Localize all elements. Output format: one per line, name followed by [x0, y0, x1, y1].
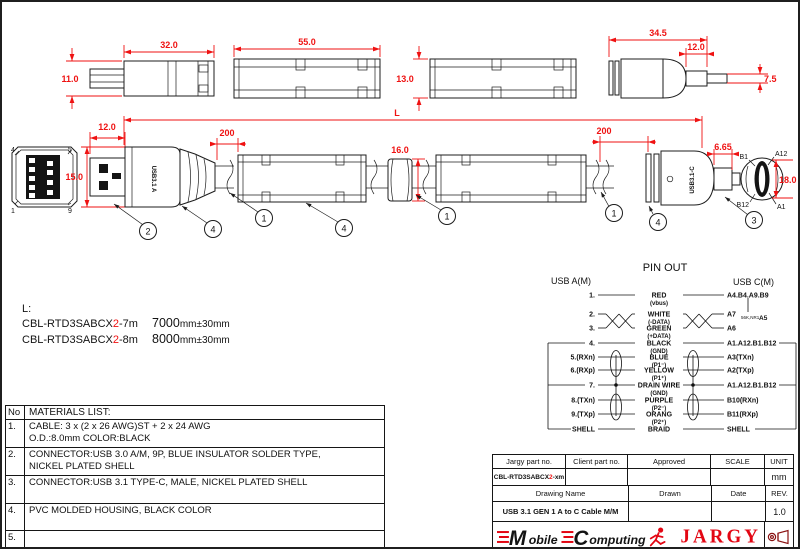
- projection-symbol-cell: [765, 522, 793, 549]
- cc-note: 56K,NR1: [741, 315, 760, 320]
- drawn-value: [629, 502, 712, 521]
- logo-c: C: [573, 526, 589, 549]
- partno-pre: CBL-RTD3SABCX: [22, 334, 113, 346]
- materials-row-1: 1. CABLE: 3 x (2 x 26 AWG)ST + 2 x 24 AWG O.D.:8.0mm COLOR:BLACK: [6, 420, 384, 448]
- third-angle-projection-icon: [767, 529, 791, 545]
- dim-L-label: L: [394, 108, 400, 118]
- material-line: CONNECTOR:USB 3.1 TYPE-C, MALE, NICKEL PLATED SHELL: [29, 477, 308, 488]
- dim-usba-plug-len: 12.0: [98, 122, 116, 132]
- jargy-partno-value: CBL-RTD3SABCX 2 -xm: [493, 469, 566, 485]
- dim-usbc-tip: 6.65: [714, 142, 732, 152]
- svg-text:SHELL: SHELL: [727, 426, 750, 434]
- pinout-row-gnd: [589, 341, 776, 356]
- dim-seg1: 200: [219, 128, 235, 138]
- balloon-1b: 1: [444, 211, 450, 222]
- assembly-usba-connector: [65, 122, 246, 207]
- svg-text:6.(RXp): 6.(RXp): [570, 367, 595, 375]
- length-note-title: L:: [22, 303, 32, 315]
- svg-text:A1.A12.B1.B12: A1.A12.B1.B12: [727, 382, 777, 390]
- speed-lines-icon: [561, 532, 573, 542]
- svg-text:1.: 1.: [589, 292, 595, 300]
- pinout-row-rx-pair: [571, 351, 754, 383]
- balloon-1a: 1: [261, 213, 267, 224]
- logo-omputing: omputing: [589, 532, 646, 547]
- usba-pin-4: 4: [11, 147, 15, 154]
- materials-row-2: 2. CONNECTOR:USB 3.0 A/M, 9P, BLUE INSULATOR SOLDER TYPE, NICKEL PLATED SHELL: [6, 448, 384, 476]
- usbc-pin-a12: A12: [775, 151, 788, 158]
- pinout-left-header: USB A(M): [551, 276, 592, 286]
- partno-pre: CBL-RTD3SABCX: [22, 318, 113, 330]
- svg-text:B11(RXp): B11(RXp): [727, 411, 759, 419]
- mobile-computing-logo: [496, 524, 673, 549]
- svg-text:2.: 2.: [589, 311, 595, 319]
- partno-red: 2: [112, 318, 120, 330]
- unit-label: UNIT: [770, 457, 788, 466]
- usbc-pin-b12: B12: [736, 202, 749, 209]
- usbc-mold-marking: USB3.1-C: [690, 166, 696, 194]
- assembly-usbc-connector: [646, 142, 740, 205]
- svg-text:8.(TXn): 8.(TXn): [571, 397, 595, 405]
- view-ferrite-top-1: [234, 37, 380, 98]
- balloon-4c: 4: [655, 217, 661, 228]
- svg-text:5.(RXn): 5.(RXn): [570, 354, 595, 362]
- svg-text:GREEN: GREEN: [646, 325, 672, 333]
- approved-label: Approved: [628, 455, 711, 468]
- approved-value: [628, 469, 711, 485]
- view-usbc-face: [737, 151, 797, 211]
- cc-pin: A5: [759, 315, 768, 322]
- materials-title: MATERIALS LIST:: [29, 407, 111, 418]
- usba-pin-5: 5: [68, 147, 72, 154]
- balloon-callouts: [114, 192, 763, 240]
- svg-text:(P1⁺): (P1⁺): [651, 376, 667, 382]
- svg-text:(vbus): (vbus): [650, 301, 668, 307]
- dim-usba-length: 32.0: [160, 40, 178, 50]
- svg-text:BRAID: BRAID: [647, 426, 671, 434]
- svg-text:(P2⁺): (P2⁺): [651, 420, 667, 426]
- logo-cell: [493, 522, 765, 549]
- date-value: [712, 502, 766, 521]
- usba-mold-marking: USB3.1 A: [150, 165, 156, 193]
- partno-suf: -8m: [119, 334, 138, 346]
- length-value: 7000: [152, 316, 180, 330]
- svg-text:WHITE: WHITE: [647, 311, 671, 319]
- assembly-mid-bushing: [366, 145, 436, 201]
- speed-lines-icon: [497, 532, 509, 542]
- svg-text:RED: RED: [651, 292, 667, 300]
- balloon-4b: 4: [341, 223, 347, 234]
- svg-text:(GND): (GND): [650, 349, 668, 355]
- svg-text:(P2⁻): (P2⁻): [651, 406, 667, 412]
- length-row-7m: [22, 316, 230, 332]
- svg-text:(P1⁻): (P1⁻): [651, 363, 667, 369]
- dim-usbc-cable-h: 7.5: [764, 74, 777, 84]
- material-line: PVC MOLDED HOUSING, BLACK COLOR: [29, 505, 212, 516]
- scale-value: [711, 469, 765, 485]
- length-tolerance: mm±30mm: [179, 319, 230, 330]
- materials-no-header: No: [6, 406, 25, 419]
- svg-text:YELLOW: YELLOW: [644, 367, 674, 375]
- svg-text:7.: 7.: [589, 382, 595, 390]
- pinout-row-tx-pair: [571, 394, 758, 426]
- svg-text:(GND): (GND): [650, 391, 668, 397]
- logo-m: M: [508, 526, 527, 549]
- svg-text:A4.B4.A9.B9: A4.B4.A9.B9: [727, 292, 769, 300]
- usba-pin-1: 1: [11, 208, 15, 215]
- pinout-right-header: USB C(M): [733, 277, 774, 287]
- svg-text:9.(TXp): 9.(TXp): [571, 411, 595, 419]
- pinout-row-shell: [572, 427, 751, 434]
- drawing-name-value: USB 3.1 GEN 1 A to C Cable M/M: [493, 502, 629, 521]
- balloon-3: 3: [751, 215, 757, 226]
- pinout-title: PIN OUT: [642, 262, 688, 274]
- svg-text:PURPLE: PURPLE: [644, 397, 674, 405]
- dim-usba-height: 11.0: [61, 74, 79, 84]
- svg-text:4.: 4.: [589, 340, 595, 348]
- pinout-row-drain: [589, 383, 776, 398]
- scale-label: SCALE: [711, 455, 765, 468]
- svg-text:A1.A12.B1.B12: A1.A12.B1.B12: [727, 340, 777, 348]
- length-row-8m: [22, 332, 230, 348]
- pinout-diagram: [545, 257, 800, 457]
- svg-text:3.: 3.: [589, 325, 595, 333]
- dim-usbc-face: 18.0: [779, 175, 797, 185]
- svg-text:A6: A6: [727, 325, 736, 333]
- svg-text:A7: A7: [727, 311, 736, 319]
- svg-text:SHELL: SHELL: [572, 426, 595, 434]
- logo-obile: obile: [528, 532, 558, 547]
- drawn-label: Drawn: [629, 486, 712, 501]
- svg-text:BLUE: BLUE: [649, 354, 669, 362]
- dim-mid-bushing: 16.0: [391, 145, 409, 155]
- client-partno-value: [566, 469, 628, 485]
- dim-seg2: 200: [596, 126, 612, 136]
- svg-text:ORANG: ORANG: [645, 411, 673, 419]
- view-ferrite-top-2: [396, 46, 576, 111]
- dim-usbc-plug: 12.0: [687, 42, 705, 52]
- jargy-partno-label: Jargy part no.: [493, 455, 566, 468]
- svg-text:B10(RXn): B10(RXn): [727, 397, 759, 405]
- balloon-4a: 4: [210, 224, 216, 235]
- materials-table: [5, 405, 385, 549]
- view-usbc-top: [609, 28, 777, 98]
- cable-drawing-canvas: [2, 2, 800, 254]
- material-line: CABLE: 3 x (2 x 26 AWG)ST + 2 x 24 AWG: [29, 421, 211, 432]
- material-line: CONNECTOR:USB 3.0 A/M, 9P, BLUE INSULATOR SOLDER TYPE,: [29, 449, 321, 460]
- rev-label: REV.: [771, 489, 788, 498]
- jargy-brand: JARGY: [680, 524, 761, 547]
- usba-pin-9: 9: [68, 208, 72, 215]
- dim-ferrite-length: 55.0: [298, 37, 316, 47]
- materials-row-3: 3. CONNECTOR:USB 3.1 TYPE-C, MALE, NICKEL PLATED SHELL: [6, 476, 384, 504]
- dim-usba-face-h: 15.0: [65, 172, 83, 182]
- pinout-row-data-pair: [589, 312, 736, 341]
- usbc-pin-b1: B1: [739, 154, 748, 161]
- material-line: O.D.:8.0mm COLOR:BLACK: [29, 433, 151, 444]
- partno-suf: -7m: [119, 318, 138, 330]
- material-line: NICKEL PLATED SHELL: [29, 461, 135, 472]
- runner-icon: [651, 527, 665, 545]
- dim-usbc-length: 34.5: [649, 28, 667, 38]
- drawing-name-label: Drawing Name: [493, 486, 629, 501]
- date-label: Date: [712, 486, 766, 501]
- svg-text:(+DATA): (+DATA): [647, 334, 671, 340]
- view-usba-top: [61, 40, 214, 109]
- length-tolerance: mm±30mm: [179, 335, 230, 346]
- partno-red: 2: [112, 334, 120, 346]
- svg-text:A2(TXp): A2(TXp): [727, 367, 754, 375]
- unit-value: mm: [771, 472, 787, 482]
- pinout-row-vbus: [589, 293, 769, 308]
- title-block: [492, 454, 794, 549]
- materials-row-5: 5.: [6, 531, 384, 549]
- materials-header-row: [6, 406, 384, 420]
- svg-text:BLACK: BLACK: [646, 340, 672, 348]
- balloon-1c: 1: [611, 208, 617, 219]
- assembly-ferrite-1: [238, 155, 366, 202]
- cc-resistor-note: [741, 298, 768, 322]
- rev-value: 1.0: [773, 506, 786, 517]
- balloon-2: 2: [145, 226, 151, 237]
- dim-ferrite-height: 13.0: [396, 74, 414, 84]
- svg-text:A3(TXn): A3(TXn): [727, 354, 754, 362]
- usbc-pin-a1: A1: [777, 204, 786, 211]
- svg-text:DRAIN WIRE: DRAIN WIRE: [637, 382, 681, 390]
- svg-text:(-DATA): (-DATA): [648, 320, 670, 326]
- length-note: [22, 302, 230, 348]
- client-partno-label: Client part no.: [566, 455, 628, 468]
- materials-row-4: 4. PVC MOLDED HOUSING, BLACK COLOR: [6, 504, 384, 531]
- length-value: 8000: [152, 332, 180, 346]
- assembly-ferrite-2: [436, 155, 586, 202]
